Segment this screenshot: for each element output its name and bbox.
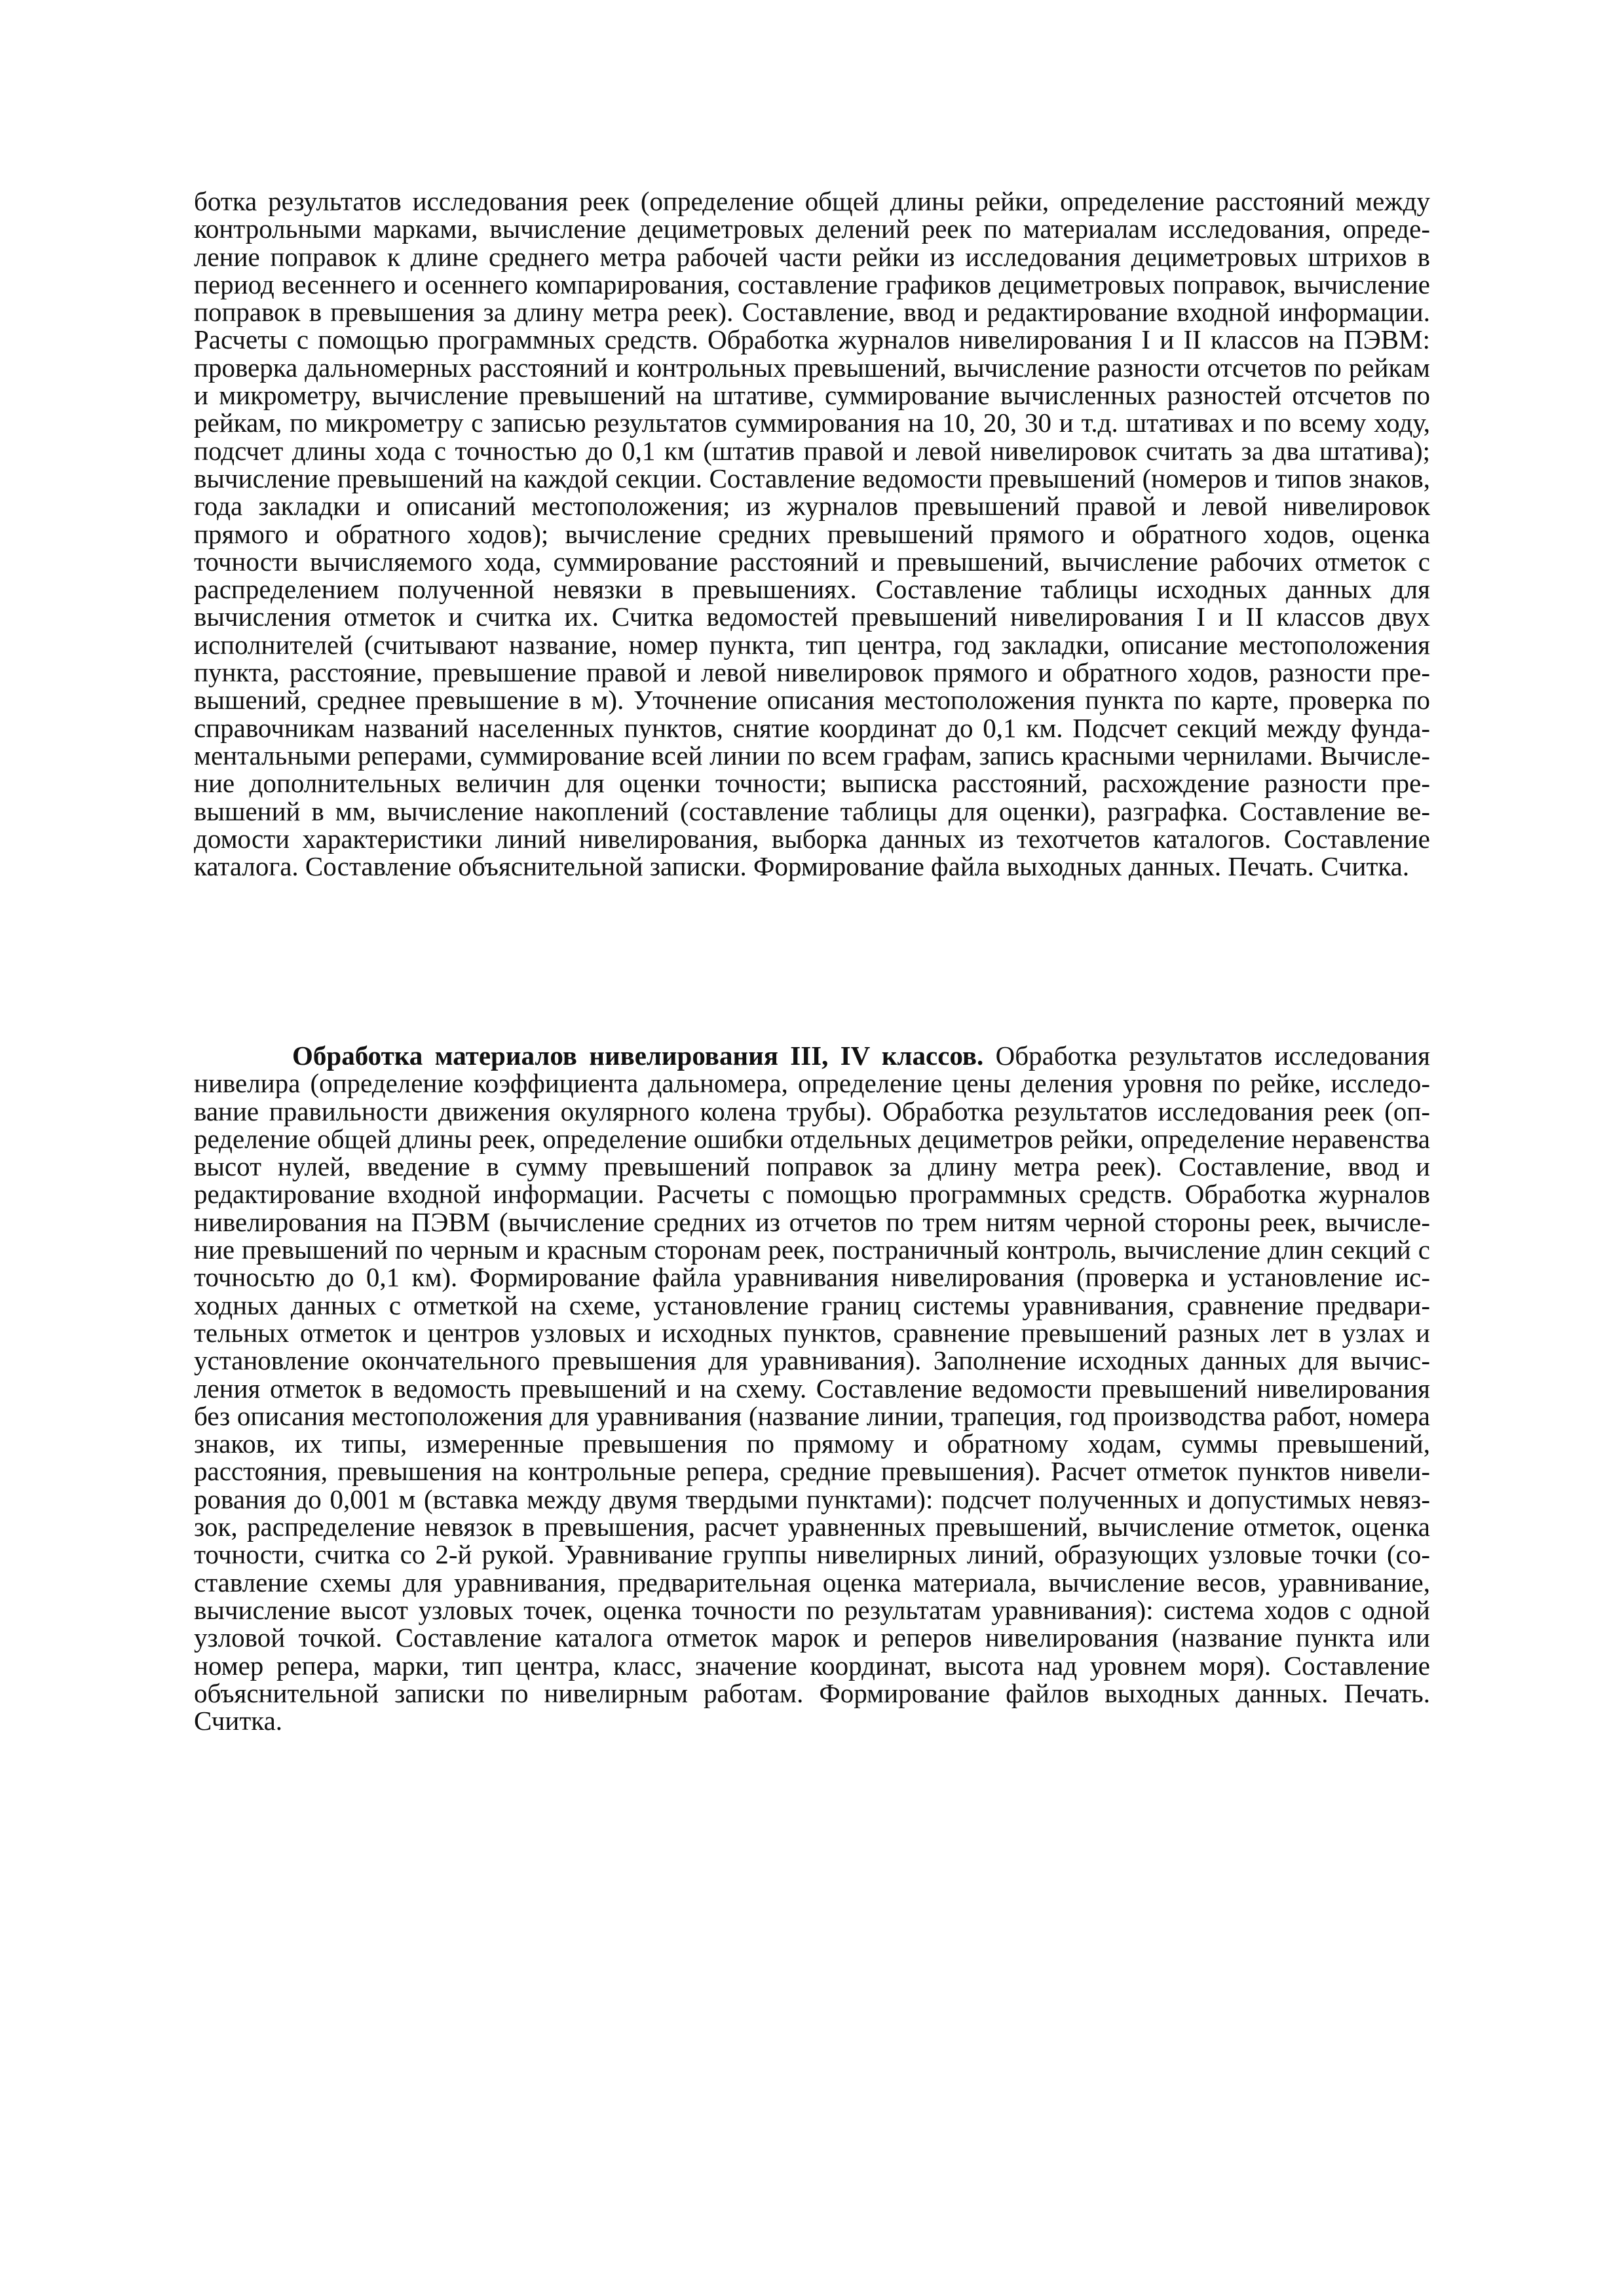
- paragraph-leveling-classes-3-4: [194, 1042, 1430, 1734]
- paragraph-text: ботка результатов исследования реек (определение общей длины рейки, определение расстояний между контрольными марками, вычисление дециметровых делений реек по материалам исследования, определение поправок к длине среднего метра рабочей части рейки из исследования дециметровых штрихов в период весеннего и осеннего компарирования, составление графиков дециметровых поправок, вычисление поправок в превышения за длину метра реек). Составление, ввод и редактирование входной информации. Расчеты с помощью программных средств. Обработка журналов нивелирования I и II классов на ПЭВМ: проверка дальномерных расстояний и контрольных превышений, вычисление разности отсчетов по рейкам и микрометру, вычисление превышений на штативе, суммирование вычисленных разностей отсчетов по рейкам, по микрометру с записью результатов суммирования на 10, 20, 30 и т.д. штативах и по всему ходу, подсчет длины хода с точностью до 0,1 км (штатив правой и левой нивелировок считать за два штатива); вычисление превышений на каждой секции. Составление ведомости превышений (номеров и типов знаков, года закладки и описаний местоположения; из журналов превышений правой и левой нивелировок прямого и обратного ходов); вычисление средних превышений прямого и обратного ходов, оценка точности вычисляемого хода, суммирование расстояний и превышений, вычисление рабочих отметок с распределением полученной невязки в превышениях. Составление таблицы исходных данных для вычисления отметок и считка их. Считка ведомостей превышений нивелирования I и II классов двух исполнителей (считывают название, номер пункта, тип центра, год закладки, описание местоположения пункта, расстояние, превышение правой и левой нивелировок прямого и обратного ходов, разности превышений, среднее превышение в м). Уточнение описания местоположения пункта по карте, проверка по справочникам названий населенных пунктов, снятие координат до 0,1 км. Подсчет секций между фундаментальными реперами, суммирование всей линии по всем графам, запись красными чернилами. Вычисление дополнительных величин для оценки точности; выписка расстояний, расхождение разности превышений в мм, вычисление накоплений (составление таблицы для оценки), разграфка. Составление ведомости характеристики линий нивелирования, выборка данных из техотчетов каталогов. Составление каталога. Составление объяснительной записки. Формирование файла выходных данных. Печать. Считка.: [194, 186, 1430, 882]
- paragraph-content: [194, 1042, 1430, 1734]
- paragraph-body: Обработка результатов исследования нивелира (определение коэффициента дальномера, определение цены деления уровня по рейке, исследование правильности движения окулярного колена трубы). Обработка результатов исследования реек (определение общей длины реек, определение ошибки отдельных дециметров рейки, определение неравенства высот нулей, введение в сумму превышений поправок за длину метра реек). Составление, ввод и редактирование входной информации. Расчеты с помощью программных средств. Обработка журналов нивелирования на ПЭВМ (вычисление средних из отчетов по трем нитям черной стороны реек, вычисление превышений по черным и красным сторонам реек, постраничный контроль, вычисление длин секций с точносьтю до 0,1 км). Формирование файла уравнивания нивелирования (проверка и установление исходных данных с отметкой на схеме, установление границ системы уравнивания, сравнение предварительных отметок и центров узловых и исходных пунктов, сравнение превышений разных лет в узлах и установление окончательного превышения для уравнивания). Заполнение исходных данных для вычисления отметок в ведомость превышений и на схему. Составление ведомости превышений нивелирования без описания местоположения для уравнивания (название линии, трапеция, год производства работ, номера знаков, их типы, измеренные превышения по прямому и обратному ходам, суммы превышений, расстояния, превышения на контрольные репера, средние превышения). Расчет отметок пунктов нивелирования до 0,001 м (вставка между двумя твердыми пунктами): подсчет полученных и допустимых невяззок, распределение невязок в превышения, расчет уравненных превышений, вычисление отметок, оценка точности, считка со 2-й рукой. Уравнивание группы нивелирных линий, образующих узловые точки (составление схемы для уравнивания, предварительная оценка материала, вычисление весов, уравнивание, вычисление высот узловых точек, оценка точности по результатам уравнивания): система ходов с одной узловой точкой. Составление каталога отметок марок и реперов нивелирования (название пункта или номер репера, марки, тип центра, класс, значение координат, высота над уровнем моря). Составление объяснительной записки по нивелирным работам. Формирование файлов выходных данных. Печать. Считка.: [194, 1041, 1430, 1736]
- paragraph-leveling-classes-1-2: [194, 187, 1430, 880]
- paragraph-heading: Обработка материалов нивелирования III, IV классов.: [292, 1041, 984, 1071]
